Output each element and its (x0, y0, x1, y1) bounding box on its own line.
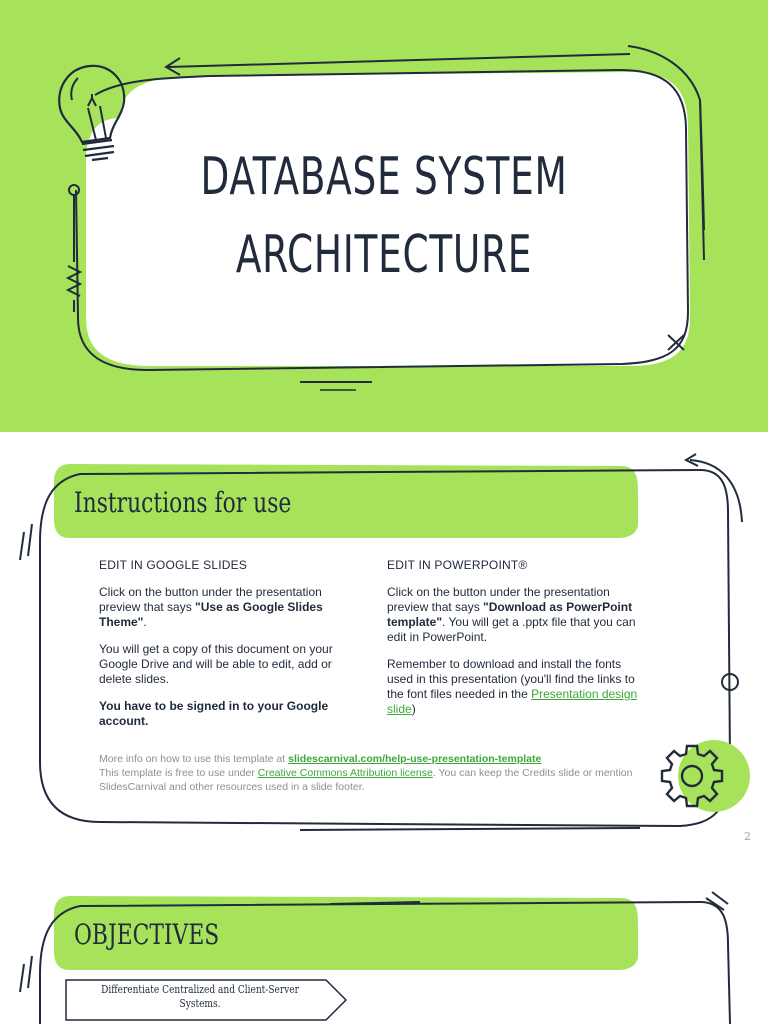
footer-line-1: More info on how to use this template at slidescarnival.com/help-use-presentation-template (99, 753, 542, 765)
lightbulb-icon (48, 58, 144, 170)
objective-item-1: Differentiate Centralized and Client-Server Systems. (101, 983, 299, 1010)
creative-commons-link[interactable]: Creative Commons Attribution license (257, 767, 433, 779)
powerpoint-paragraph-2: Remember to download and install the fonts used in this presentation (you'll find the links to the font files needed in the Presentation design slide) (387, 657, 638, 716)
google-slides-heading: EDIT IN GOOGLE SLIDES (99, 558, 248, 572)
help-template-link[interactable]: slidescarnival.com/help-use-presentation-template (288, 753, 542, 765)
powerpoint-paragraph-1: Click on the button under the presentation preview that says "Download as PowerPoint template". You will get a .pptx file that you can edit in PowerPoint. (387, 585, 636, 644)
powerpoint-heading: EDIT IN POWERPOINT® (387, 558, 528, 572)
title-line-2: ARCHITECTURE (235, 225, 533, 285)
page-number: 2 (744, 830, 751, 843)
footer-line-2: This template is free to use under Creative Commons Attribution license. You can keep the Credits slide or mention SlidesCarnival and other resources used in a slide footer. (99, 767, 633, 793)
instructions-title: Instructions for use (74, 486, 292, 519)
presentation-title (194, 138, 574, 294)
google-slides-paragraph-2: You will get a copy of this document on your Google Drive and will be able to edit, add or delete slides. (99, 642, 333, 686)
google-slides-paragraph-1: Click on the button under the presentation preview that says "Use as Google Slides Theme". (99, 585, 323, 629)
title-slide (0, 0, 768, 432)
google-slides-column (99, 558, 359, 741)
instructions-slide (0, 432, 768, 864)
powerpoint-column (387, 558, 647, 729)
gear-icon (656, 740, 728, 812)
objectives-slide (0, 864, 768, 1024)
instructions-footer (99, 752, 659, 794)
presentation-design-slide-link[interactable]: Presentation design slide (387, 687, 638, 716)
title-line-1: DATABASE SYSTEM (200, 147, 568, 207)
objectives-title: OBJECTIVES (74, 918, 220, 951)
google-slides-paragraph-3: You have to be signed in to your Google account. (99, 699, 329, 728)
